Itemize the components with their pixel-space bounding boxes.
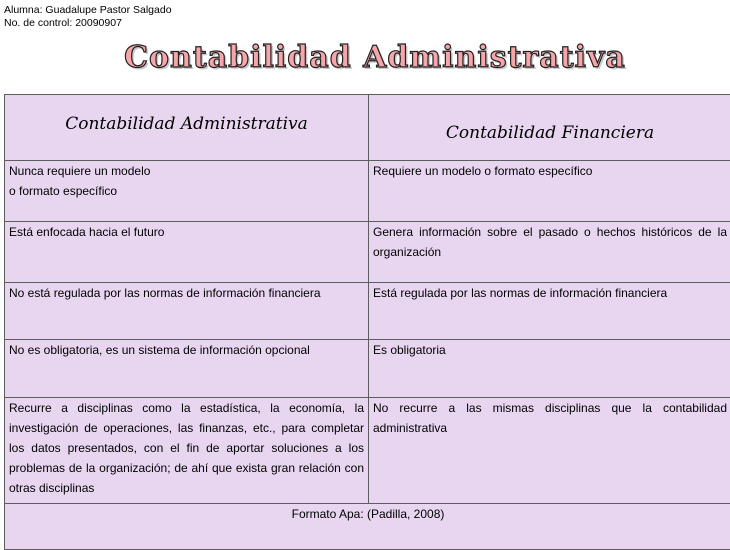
cell-line: o formato específico [9,181,364,201]
cell-left [5,161,369,222]
cell-right: Está regulada por las normas de información financiera [369,283,730,340]
table-header-row [5,95,730,161]
table-row [5,161,730,222]
citation: Formato Apa: (Padilla, 2008) [5,504,730,550]
header-financiera: Contabilidad Financiera [369,95,730,161]
cell-left: Está enfocada hacia el futuro [5,222,369,283]
page-title: Contabilidad Administrativa [0,40,730,75]
comparison-table [4,94,730,550]
table-row [5,283,730,340]
cell-left: Recurre a disciplinas como la estadística, la economía, la investigación de operaciones, las finanzas, etc., para completar los datos presentados, con el fin de aportar soluciones a los problemas de la organización; de ahí que exista gran relación con otras disciplinas [5,398,369,504]
cell-line: Nunca requiere un modelo [9,161,364,181]
cell-right: Genera información sobre el pasado o hechos históricos de la organización [369,222,730,283]
cell-right: No recurre a las mismas disciplinas que la contabilidad administrativa [369,398,730,504]
cell-right: Es obligatoria [369,340,730,398]
table-row [5,398,730,504]
table-row [5,222,730,283]
table-row [5,340,730,398]
student-info [4,4,172,30]
citation-row [5,504,730,550]
cell-left: No es obligatoria, es un sistema de información opcional [5,340,369,398]
control-number: No. de control: 20090907 [4,17,172,30]
cell-right: Requiere un modelo o formato específico [369,161,730,222]
header-administrativa: Contabilidad Administrativa [5,95,369,161]
student-name: Alumna: Guadalupe Pastor Salgado [4,4,172,17]
cell-left: No está regulada por las normas de información financiera [5,283,369,340]
